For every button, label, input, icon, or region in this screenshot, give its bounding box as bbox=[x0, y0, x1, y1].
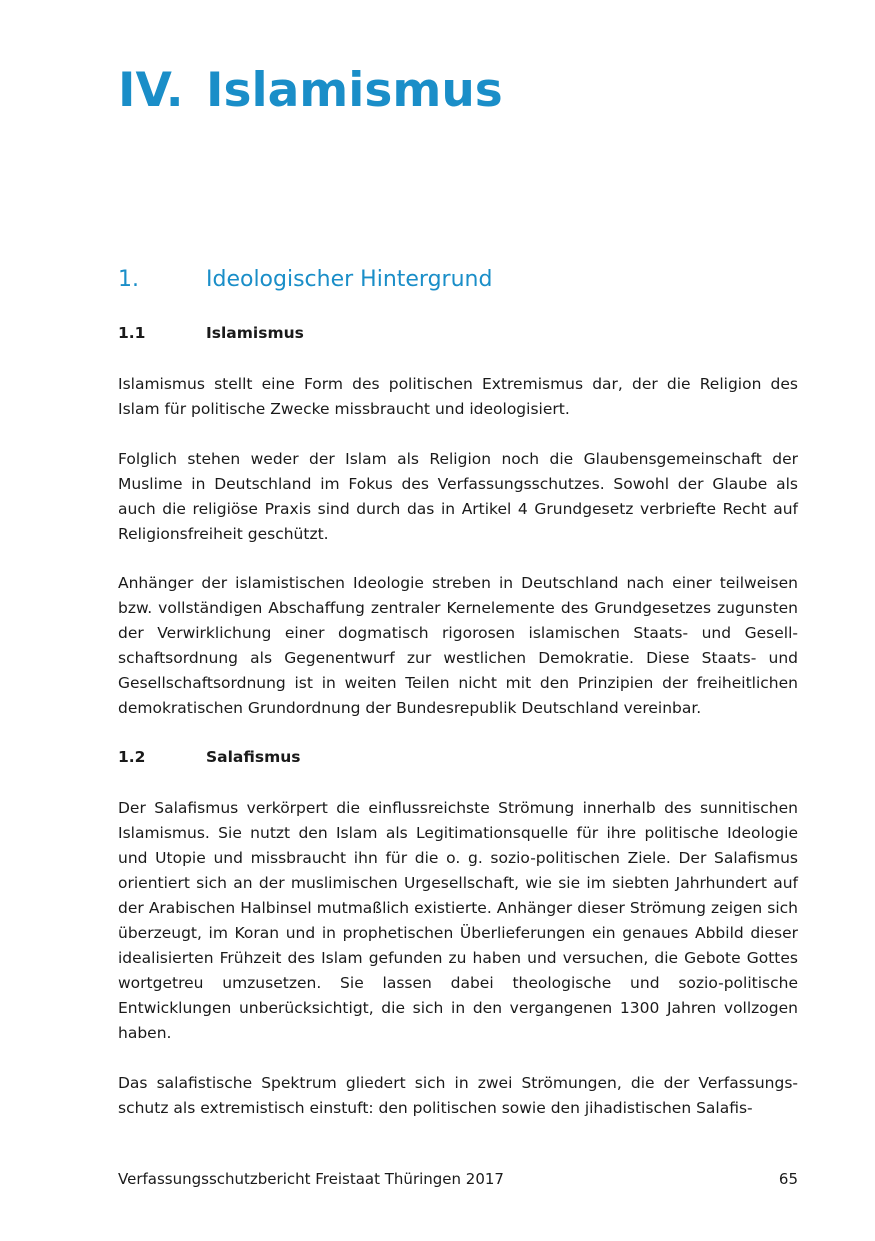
footer-publication: Verfassungsschutzbericht Freistaat Thüringen 2017 bbox=[118, 1170, 504, 1188]
subsection-number: 1.2 bbox=[118, 748, 146, 766]
paragraph-salafismus-beschreibung: Der Salafismus verkörpert die einflussreichste Strömung innerhalb des sunnitischen Islamismus. Sie nutzt den Islam als Legitimationsquelle für ihre politische Ideologie und Utopie und missbraucht ihn für die o. g. sozio-politischen Ziele. Der Salafismus orientiert sich an der muslimischen Urgesellschaft, wie sie im siebten Jahrhundert auf der Arabischen Halbinsel mutmaßlich existierte. Anhänger dieser Strömung zeigen sich überzeugt, im Koran und in prophetischen Überlieferungen ein genaues Abbild dieser idealisierten Frühzeit des Islam gefunden zu haben und versuchen, die Gebote Gottes wortgetreu umzusetzen. Sie lassen dabei theologische und sozio-politische Entwicklungen unberücksichtigt, die sich in den vergangenen 1300 Jahren vollzogen haben. bbox=[118, 799, 798, 1042]
paragraph-salafistisches-spektrum: Das salafistische Spektrum gliedert sich in zwei Strömungen, die der Verfassungsschutz als extremistisch einstuft: den politischen sowie den jihadistischen Salafis- bbox=[118, 1074, 798, 1117]
paragraph-religionsfreiheit: Folglich stehen weder der Islam als Religion noch die Glaubensgemeinschaft der Muslime in Deutschland im Fokus des Verfassungsschutzes. Sowohl der Glaube als auch die religiöse Praxis sind durch das in Artikel 4 Grundgesetz verbriefte Recht auf Religionsfreiheit geschützt. bbox=[118, 450, 798, 543]
chapter-heading bbox=[118, 64, 503, 118]
paragraph-islamismus-definition: Islamismus stellt eine Form des politischen Extremismus dar, der die Religion des Islam für politische Zwecke missbraucht und ideologisiert. bbox=[118, 375, 798, 418]
chapter-title: Islamismus bbox=[206, 63, 503, 118]
page-footer bbox=[118, 1170, 798, 1188]
subsection-heading-islamismus bbox=[118, 323, 304, 343]
section-number: 1. bbox=[118, 267, 139, 292]
page-number: 65 bbox=[778, 1170, 798, 1188]
section-title: Ideologischer Hintergrund bbox=[206, 267, 493, 292]
section-heading bbox=[118, 266, 492, 295]
paragraph-ideologie-ziele: Anhänger der islamistischen Ideologie streben in Deutschland nach einer teilweisen bzw. vollständigen Abschaffung zentraler Kernelemente des Grundgesetzes zugunsten der Verwirklichung einer dogmatisch rigorosen islamischen Staats- und Gesellschaftsordnung als Gegenentwurf zur westlichen Demokratie. Diese Staats- und Gesellschaftsordnung ist in weiten Teilen nicht mit den Prinzipien der freiheitlichen demokratischen Grundordnung der Bundesrepublik Deutschland vereinbar. bbox=[118, 574, 798, 717]
subsection-number: 1.1 bbox=[118, 324, 146, 342]
subsection-heading-salafismus bbox=[118, 747, 301, 767]
chapter-number: IV. bbox=[118, 63, 184, 118]
subsection-title: Salafismus bbox=[206, 748, 301, 766]
subsection-title: Islamismus bbox=[206, 324, 304, 342]
